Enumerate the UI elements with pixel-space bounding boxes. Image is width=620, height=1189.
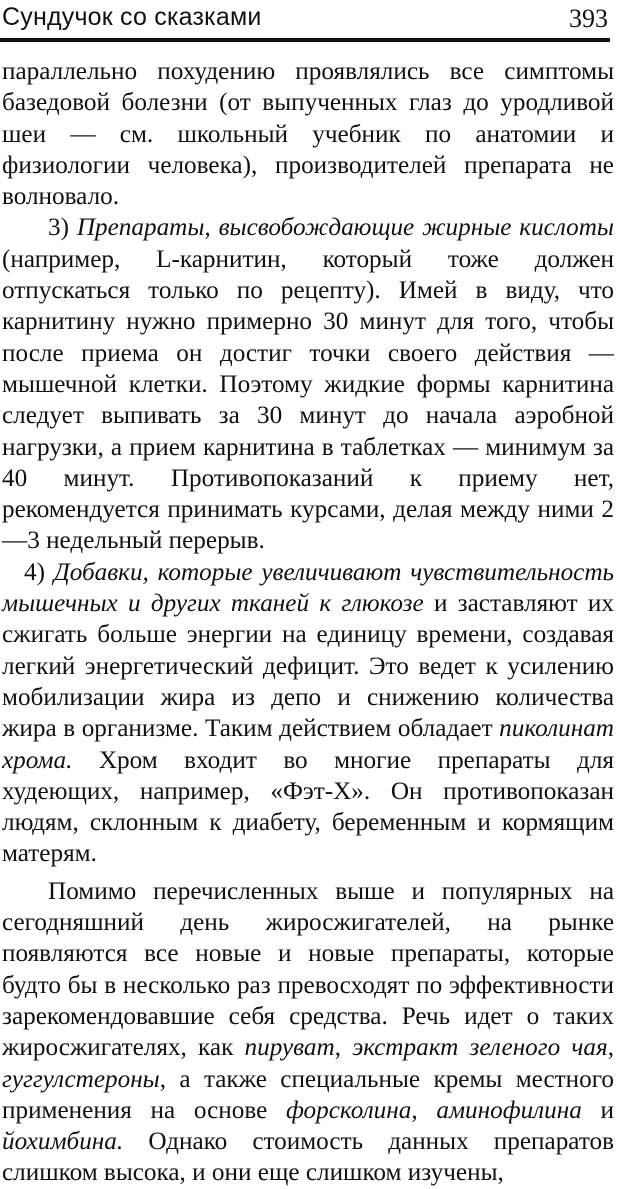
term-forskolin: форсколина — [285, 1096, 412, 1124]
term-yohimbine: йохимбина. — [2, 1128, 124, 1156]
text-run: , — [607, 1034, 615, 1062]
term-guggulsterones: гуггулстероны — [2, 1065, 160, 1093]
term-pyruvate: пируват — [244, 1034, 335, 1062]
text-run: , — [334, 1034, 353, 1062]
paragraph-item-4 — [2, 557, 614, 870]
text-run: Однако стоимость данных препаратов слишком высока, и они еще слишком изучены, — [2, 1128, 614, 1187]
item-term: Добавки, которые увеличивают чувствительность мышечных и других тканей к глюкозе — [2, 558, 614, 618]
term-chromium-picolinate: пиколинат хрома. — [2, 715, 614, 774]
text-run: Помимо перечисленных выше и популярных на сегодняшний день жиросжигателей, на рынке появляются все новые и новые препараты, которые будто бы в несколько раз превосходят по эффективности зарекомендовавшие себя средства. Речь идет о таких жиросжигателях, как — [2, 877, 614, 1062]
page-body — [2, 56, 614, 1189]
running-header — [0, 0, 610, 42]
text-run: , — [411, 1096, 437, 1124]
text-run: и — [581, 1096, 615, 1124]
item-number: 4) — [24, 558, 54, 586]
text-run: , а также специальные кремы местного применения на основе — [2, 1065, 614, 1124]
paragraph-item-3 — [2, 212, 614, 556]
paragraph-continuation — [2, 56, 614, 212]
item-number: 3) — [48, 214, 77, 242]
page-number: 393 — [569, 4, 608, 33]
term-aminophylline: аминофилина — [436, 1096, 582, 1124]
text-run: Хром входит во многие препараты для худеющих, например, «Фэт-Х». Он противопоказан людям, склонным к диабету, беременным и кормящим матерям. — [2, 746, 614, 868]
text-run: (например, L-карнитин, который тоже должен отпускаться только по рецепту). Имей в виду, что карнитину нужно примерно 30 минут для того, чтобы после приема он достиг точки своего действия — мышечной клетки. Поэтому жидкие формы карнитина следует выпивать за 30 минут до начала аэробной нагрузки, а прием карнитина в таблетках — минимум за 40 минут. Противопоказаний к приему нет, рекомендуется принимать курсами, делая между ними 2—3 недельный перерыв. — [2, 245, 614, 555]
text-run: параллельно похудению проявлялись все симптомы базедовой болезни (от выпученных глаз до уродливой шеи — см. школьный учебник по анатомии и физиологии человека), производителей препарата не волновало. — [2, 58, 614, 211]
text-run: и заставляют их сжигать больше энергии на единицу времени, создавая легкий энергетический дефицит. Это ведет к усилению мобилизации жира из депо и снижению количества жира в организме. Таким действием обладает — [2, 590, 614, 743]
item-term: Препараты, высвобождающие жирные кислоты — [76, 214, 614, 242]
running-title: Сундучок со сказками — [2, 3, 262, 31]
paragraph-new-products — [2, 876, 614, 1189]
term-green-tea-extract: экстракт зеленого чая — [352, 1034, 608, 1062]
